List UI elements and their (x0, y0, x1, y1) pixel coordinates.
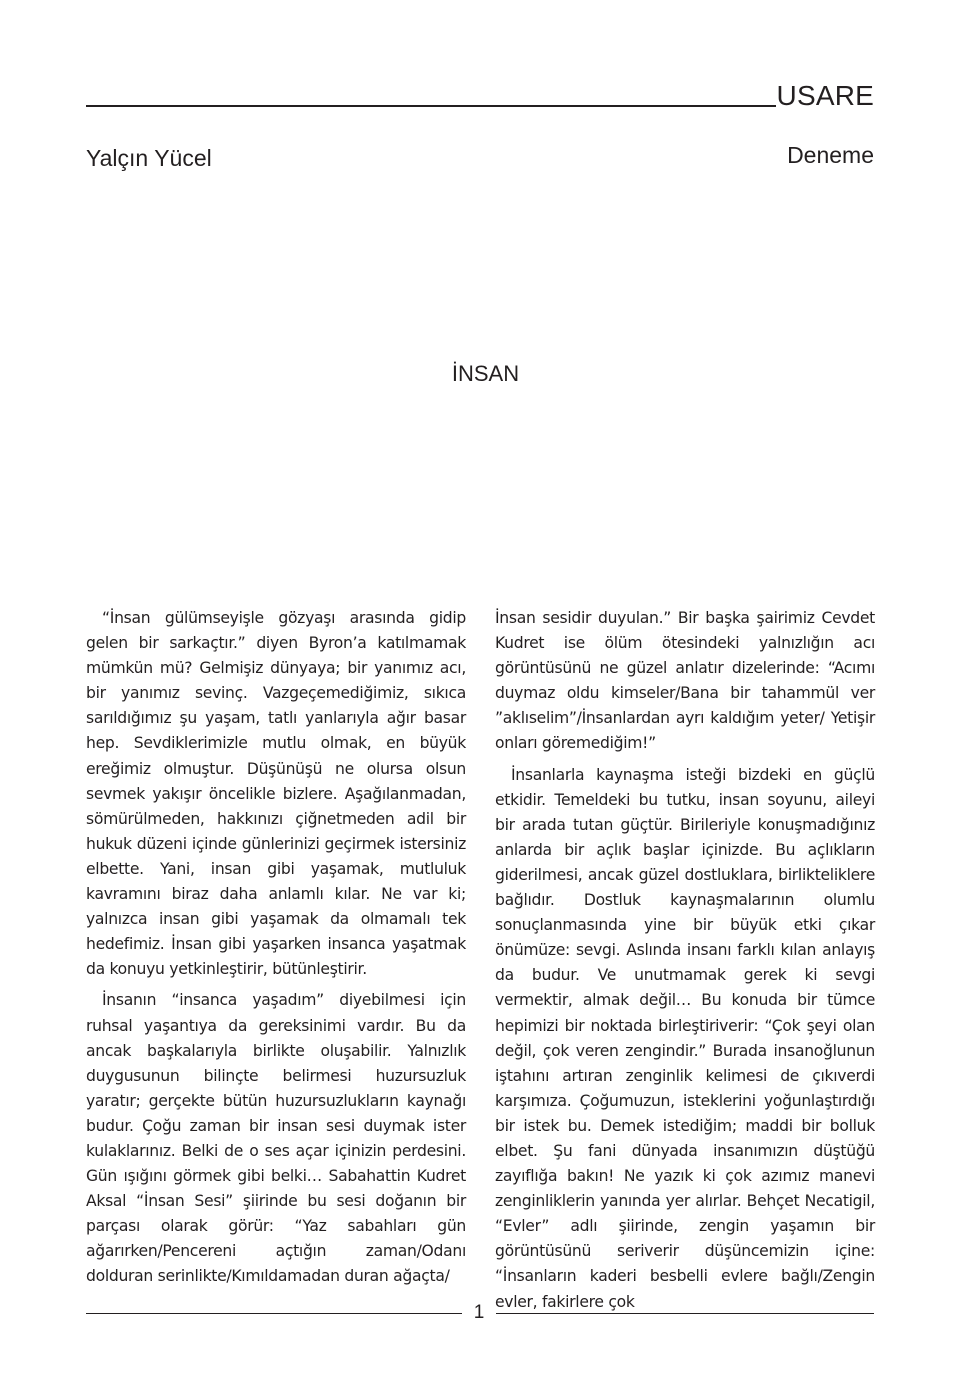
author-name: Yalçın Yücel (86, 145, 212, 171)
paragraph: “İnsan gülümseyişle gözyaşı arasında gidip gelen bir sarkaçtır.” diyen Byron’a katılmamak mümkün mü? Gelmişiz dünyaya; bir yanımız acı, bir yanımız sevinç. Vazgeçemediğimiz, sıkıca sarıldığımız şu yaşam, tatlı yanlarıyla ağır basar hep. Sevdiklerimizle mutlu olmak, en büyük ereğimiz olmuştur. Düşünüşü ne olursa olsun sevmek yakışır öncelikle bizlere. Aşağılanmadan, sömürülmeden, hakkınızı çiğnetmeden adil bir hukuk düzeni içinde günlerinizi geçirmek istersiniz elbette. Yani, insan gibi yaşamak, mutluluk kavramını biraz daha anlamlı kılar. Ne var ki; yalnızca insan gibi yaşamak da olmamalı tek hedefimiz. İnsan gibi yaşarken insanca yaşatmak da konuyu yetkinleştirir, bütünleştirir. (86, 609, 466, 979)
footer-rule-left (86, 1313, 462, 1314)
journal-name: USARE (776, 80, 874, 111)
paragraph: İnsanlarla kaynaşma isteği bizdeki en güçlü etkidir. Temeldeki bu tutku, insan soyunu, aileyi bir arada tutan güçtür. Birileriyle konuşmadığınız anlarda bir açlık başlar içinizde. Bu açlıkların giderilmesi, ancak güzel dostluklara, birlikteliklere bağlıdır. Dostluk kaynaşmalarının olumlu sonuçlanmasında yine bir büyük etki çıkar önümüze: sevgi. Aslında insanı farklı kılan anlayış da budur. Ve unutmamak gerek ki sevgi vermektir, almak değil… Bu konuda bir tümce hepimizi bir noktada birleştiriverir: “Çok şeyi olan değil, çok veren zengindir.” Burada insanoğlunun iştahını artıran zenginlik kelimesi de çıkıverdi karşımıza. Çoğumuzun, isteklerini yoğunlaştırdığı bir istek bu. Demek istediğim; maddi bir bolluk elbet. Şu fani dünyada insanımızın düştüğü zayıflığa bakın! Ne yazık ki çok azımız manevi zenginliklerin yanında yer alırlar. Behçet Necatigil, “Evler” adlı şiirinde, zengin yaşamın bir görüntüsünü seriverir düşüncemizin içine: “İnsanların kaderi besbelli evlere bağlı/Zengin evler, fakirlere çok (495, 765, 875, 1311)
footer-rule-right (496, 1313, 874, 1314)
paragraph: İnsan sesidir duyulan.” Bir başka şairimiz Cevdet Kudret ise ölüm ötesindeki yalnızlığın acı görüntüsünü ne güzel anlatır dizelerinde: “Acımı duymaz oldu kimseler/Bana bir tahammül ver ”aklıselim”/İnsanlardan ayrı kaldığım yeter/ Yetişir onları göremediğim!” (495, 609, 875, 753)
page-number: 1 (473, 1302, 485, 1323)
header-rule (86, 105, 776, 107)
left-column (86, 606, 466, 1296)
paragraph: İnsanın “insanca yaşadım” diyebilmesi için ruhsal yaşantıya da gereksinimi vardır. Bu da ancak başkalarıyla birlikte oluşabilir. Yalnızlık duygusunun bilinçte belirmesi huzursuzluk yaratır; gerçekte bütün huzursuzlukların kaynağı budur. Çoğu zaman bir insan sesi duymak ister kulaklarınız. Belki de o ses açar içinizin perdesini. Gün ışığını görmek gibi belki… Sabahattin Kudret Aksal “İnsan Sesi” şiirinde bu sesi doğanın bir parçası olarak görür: “Yaz sabahları gün ağarırken/Pencereni açtığın zaman/Odanı dolduran serinlikte/Kımıldamadan duran ağaçta/ (86, 991, 466, 1286)
genre-label: Deneme (787, 142, 874, 168)
article-title: İNSAN (451, 361, 520, 386)
right-column (495, 606, 875, 1321)
